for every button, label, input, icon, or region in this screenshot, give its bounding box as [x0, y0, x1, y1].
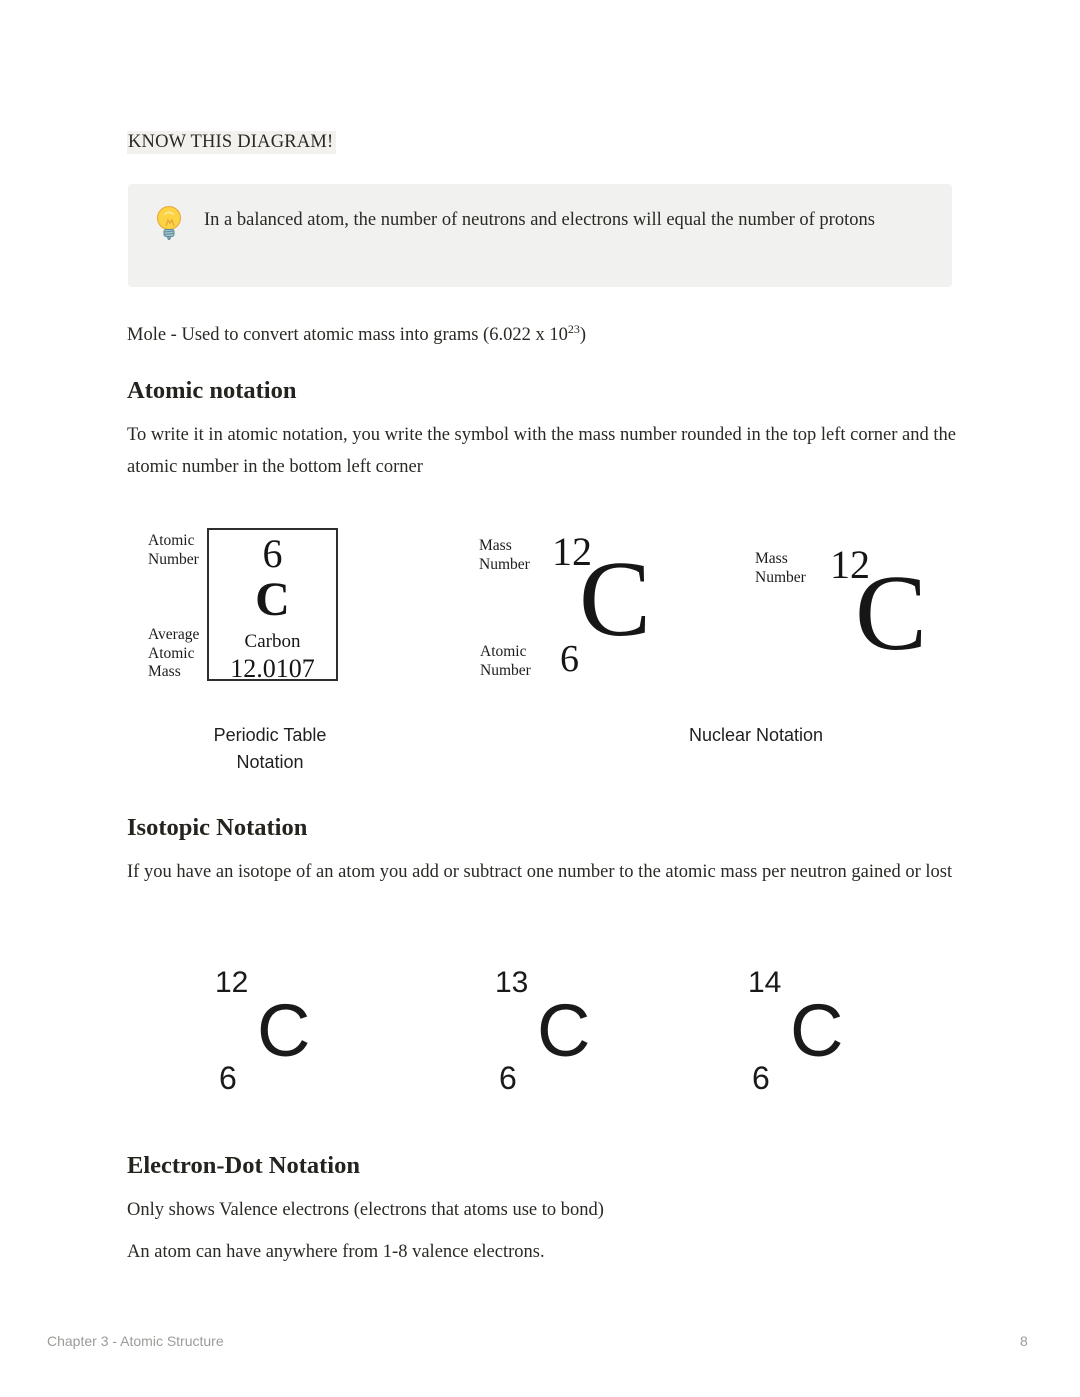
isotope-symbol: C	[790, 989, 844, 1072]
paragraph-electron-dot-1: Only shows Valence electrons (electrons that atoms use to bond)	[127, 1200, 604, 1220]
label-mass-number: Mass Number	[479, 537, 530, 573]
mole-definition-line	[127, 321, 586, 349]
mole-text-close: )	[579, 325, 587, 345]
element-atomic-number: 6	[262, 531, 283, 576]
isotope-atomic-number: 6	[752, 1060, 770, 1096]
paragraph-electron-dot-2: An atom can have anywhere from 1-8 valence electrons.	[127, 1242, 545, 1262]
caption-periodic-table-notation: Periodic Table Notation	[213, 725, 327, 772]
caption-nuclear-notation: Nuclear Notation	[689, 725, 824, 745]
mole-text: Mole - Used to convert atomic mass into grams (6.022 x 10	[127, 325, 568, 345]
label-atomic-number: Atomic Number	[480, 643, 531, 679]
element-average-mass: 12.0107	[230, 654, 315, 683]
label-atomic-number: Atomic Number	[148, 532, 199, 568]
callout-text: In a balanced atom, the number of neutrons and electrons will equal the number of protons	[204, 210, 875, 230]
highlighted-text: KNOW THIS DIAGRAM!	[127, 131, 336, 154]
paragraph-isotopic-notation: If you have an isotope of an atom you add or subtract one number to the atomic mass per neutron gained or lost	[127, 862, 953, 882]
isotope-mass-number: 13	[495, 966, 529, 999]
footer-page-number: 8	[1020, 1333, 1028, 1349]
nuclear-mass-number: 12	[552, 529, 592, 574]
isotope-symbol: C	[257, 989, 311, 1072]
heading-electron-dot-notation: Electron-Dot Notation	[127, 1152, 360, 1179]
label-average-atomic-mass: Average Atomic Mass	[148, 626, 200, 680]
isotope-atomic-number: 6	[219, 1060, 237, 1096]
isotope-carbon-12	[212, 950, 362, 1110]
know-this-diagram-line	[127, 129, 336, 155]
nuclear-symbol: C	[579, 540, 652, 659]
isotope-atomic-number: 6	[499, 1060, 517, 1096]
isotope-carbon-14	[745, 950, 895, 1110]
footer-chapter-title: Chapter 3 - Atomic Structure	[47, 1333, 224, 1349]
nuclear-atomic-number: 6	[560, 638, 579, 680]
notation-diagram-image	[127, 510, 953, 785]
heading-isotopic-notation: Isotopic Notation	[127, 814, 308, 841]
isotope-mass-number: 12	[215, 966, 249, 999]
isotope-mass-number: 14	[748, 966, 782, 999]
callout-block	[128, 184, 952, 287]
element-symbol: C	[255, 573, 290, 626]
mole-superscript: 23	[567, 321, 580, 336]
heading-atomic-notation: Atomic notation	[127, 377, 297, 404]
nuclear-symbol: C	[855, 554, 928, 673]
lightbulb-icon	[153, 205, 185, 245]
nuclear-mass-number: 12	[830, 542, 870, 587]
label-mass-number: Mass Number	[755, 550, 806, 586]
isotope-symbol: C	[537, 989, 591, 1072]
isotope-carbon-13	[492, 950, 642, 1110]
isotopes-diagram-image	[127, 950, 953, 1115]
periodic-table-element-box	[207, 528, 338, 681]
element-name: Carbon	[244, 631, 301, 652]
paragraph-atomic-notation: To write it in atomic notation, you write the symbol with the mass number rounded in the top left corner and the atomic number in the bottom left corner	[127, 425, 956, 477]
